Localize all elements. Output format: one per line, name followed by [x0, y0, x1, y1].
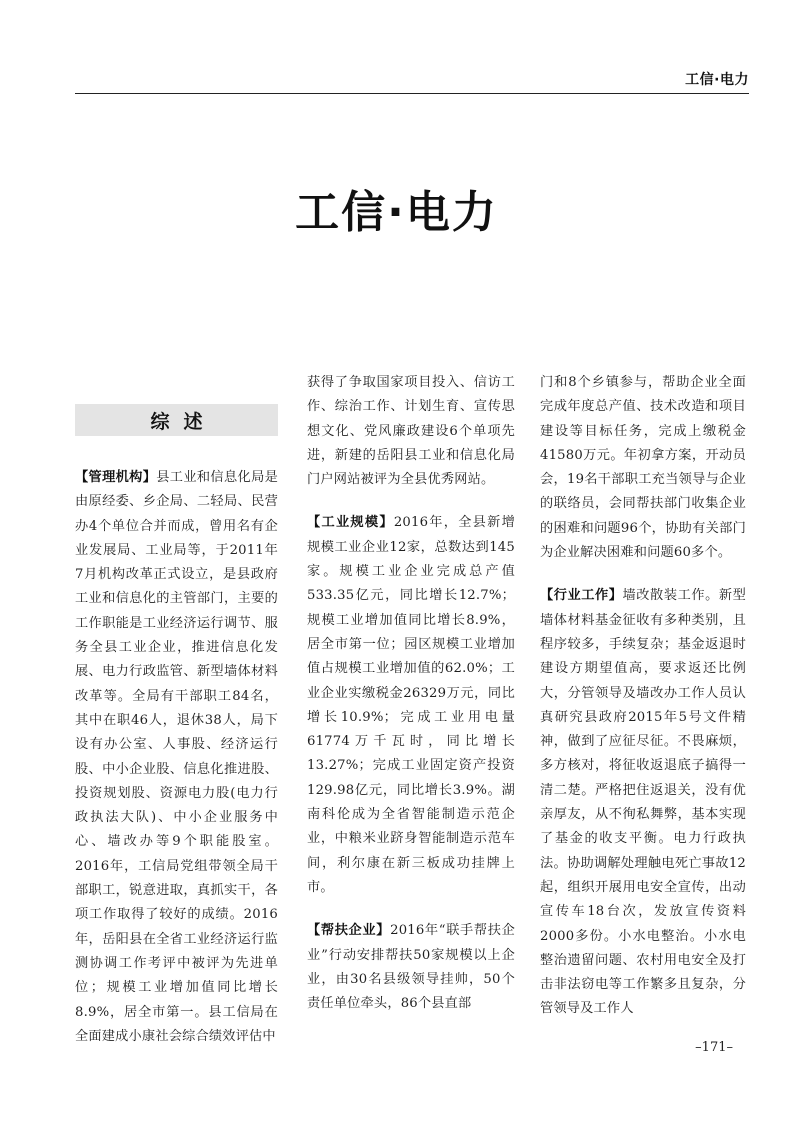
text-column-1: [75, 466, 278, 1068]
section-heading-box: [75, 404, 278, 436]
paragraph-tag: 【行业工作】: [540, 588, 623, 604]
paragraph-text: 2016年，全县新增规模工业企业12家，总数达到145家。规模工业企业完成总产值533.35亿元，同比增长12.7%；规模工业增加值同比增长8.9%，居全市第一位；园区规模工业增加值占规模工业增加值的62.0%；工业企业实缴税金26329万元，同比增长10.9%；完成工业用电量61774万千瓦时，同比增长13.27%；完成工业固定资产投资129.98亿元，同比增长3.9%。湖南科伦成为全省智能制造示范企业，中粮米业跻身智能制造示范车间，利尔康在新三板成功挂牌上市。: [307, 515, 516, 895]
paragraph-text: 获得了争取国家项目投入、信访工作、综治工作、计划生育、宣传思想文化、党风廉政建设6个单项先进，新建的岳阳县工业和信息化局门户网站被评为全县优秀网站。: [307, 375, 515, 488]
paragraph-management: [75, 466, 278, 1049]
paragraph-enterprise-support: [307, 919, 515, 1016]
paragraph-text: 县工业和信息化局是由原经委、乡企局、二轻局、民营办4个单位合并而成，曾用名有企业发展局、工业局等，于2011年7月机构改革正式设立，是县政府工业和信息化的主管部门，主要的工作职能是工业经济运行调节、服务全县工业企业，推进信息化发展、电力行政监管、新型墙体材料改革等。全局有干部职工84名，其中在职46人，退休38人，局下设有办公室、人事股、经济运行股、中小企业股、信息化推进股、投资规划股、资源电力股(电力行政执法大队)、中小企业服务中心、墙改办等9个职能股室。2016年，工信局党组带领全局干部职工，锐意进取，真抓实干，各项工作取得了较好的成绩。2016年，岳阳县在全省工业经济运行监测协调工作考评中被评为先进单位；规模工业增加值同比增长8.9%，居全市第一。县工信局在全面建成小康社会综合绩效评估中: [75, 470, 278, 1044]
section-heading: 综述: [150, 410, 217, 433]
paragraph-industry-work: [540, 584, 746, 1021]
paragraph-tag: 【工业规模】: [307, 515, 394, 531]
text-column-3: [540, 371, 746, 1041]
text-column-2: [307, 371, 515, 1035]
paragraph-text: 墙改散装工作。新型墙体材料基金征收有多种类别，且程序较多，手续复杂；基金返退时建设方期望值高，要求返还比例大，分管领导及墙改办工作人员认真研究县政府2015年5号文件精神，做到了应征尽征。不畏麻烦，多方核对，将征收返退底子搞得一清二楚。严格把住返退关，没有优亲厚友，从不徇私舞弊，基本实现了基金的收支平衡。电力行政执法。协助调解处理触电死亡事故12起，组织开展用电安全宣传，出动宣传车18台次，发放宣传资料2000多份。小水电整治。小水电整治遗留问题、农村用电安全及打击非法窃电等工作繁多且复杂，分管领导及工作人: [540, 588, 746, 1017]
paragraph-industrial-scale: [307, 511, 515, 900]
running-header: 工信·电力: [685, 72, 749, 88]
paragraph-tag: 【管理机构】: [75, 470, 157, 485]
chapter-title: 工信·电力: [295, 187, 498, 238]
page-number: –171–: [695, 1040, 733, 1055]
paragraph-text: 2016年“联手帮扶企业”行动安排帮扶50家规模以上企业，由30名县级领导挂帅，50个责任单位牵头，86个县直部: [307, 923, 515, 1012]
paragraph-tag: 【帮扶企业】: [307, 923, 391, 939]
header-rule: [75, 93, 749, 94]
paragraph-continued: [540, 371, 746, 565]
paragraph-text: 门和8个乡镇参与，帮助企业全面完成年度总产值、技术改造和项目建设等目标任务，完成上缴税金41580万元。年初拿方案，开动员会，19名干部职工充当领导与企业的联络员，会同帮扶部门收集企业的困难和问题96个，协助有关部门为企业解决困难和问题60多个。: [540, 375, 746, 561]
paragraph-continued: [307, 371, 515, 492]
